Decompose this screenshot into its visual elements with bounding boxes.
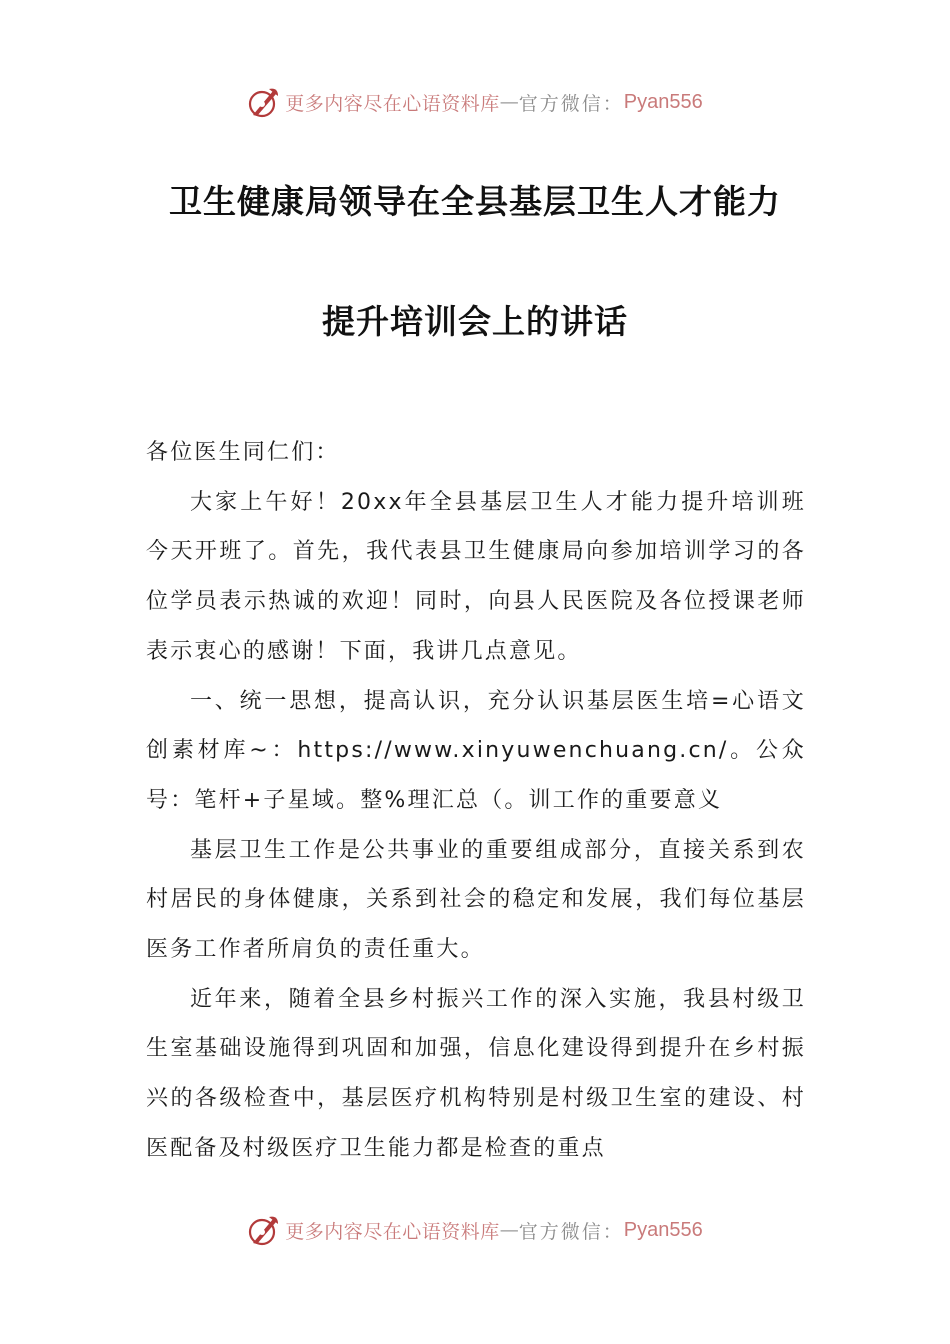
banner-separator: — <box>499 1219 519 1241</box>
document-body <box>146 428 806 1174</box>
paragraph-3: 基层卫生工作是公共事业的重要组成部分，直接关系到农村居民的身体健康，关系到社会的稳定和发展，我们每位基层医务工作者所肩负的责任重大。 <box>146 837 806 963</box>
salutation: 各位医生同仁们： <box>146 440 340 465</box>
wechat-id: Pyan556 <box>623 90 703 113</box>
quill-logo-icon <box>247 1213 281 1247</box>
wechat-label: 官方微信： <box>518 92 624 115</box>
wechat-label: 官方微信： <box>518 1220 624 1243</box>
paragraph-1: 大家上午好！20xx年全县基层卫生人才能力提升培训班今天开班了。首先，我代表县卫生健康局向参加培训学习的各位学员表示热诚的欢迎！同时，向县人民医院及各位授课老师表示衷心的感谢！下面，我讲几点意见。 <box>146 489 806 664</box>
promo-text: 更多内容尽在心语资料库 <box>285 92 500 115</box>
banner-separator: — <box>499 91 519 113</box>
wechat-id: Pyan556 <box>623 1218 703 1241</box>
footer-banner <box>0 1210 950 1250</box>
paragraph-4: 近年来，随着全县乡村振兴工作的深入实施，我县村级卫生室基础设施得到巩固和加强，信息化建设得到提升在乡村振兴的各级检查中，基层医疗机构特别是村级卫生室的建设、村医配备及村级医疗卫生能力都是检查的重点 <box>146 986 806 1161</box>
document-title-line-1: 卫生健康局领导在全县基层卫生人才能力 <box>169 182 781 221</box>
header-banner <box>0 82 950 122</box>
promo-text: 更多内容尽在心语资料库 <box>285 1220 500 1243</box>
quill-logo-icon <box>247 85 281 119</box>
paragraph-2: 一、统一思想，提高认识，充分认识基层医生培=心语文创素材库~：https://www.xinyuwenchuang.cn/。公众号：笔杆+子星域。整%理汇总（。训工作的重要意义 <box>146 688 806 813</box>
document-title-line-2: 提升培训会上的讲话 <box>322 302 628 341</box>
